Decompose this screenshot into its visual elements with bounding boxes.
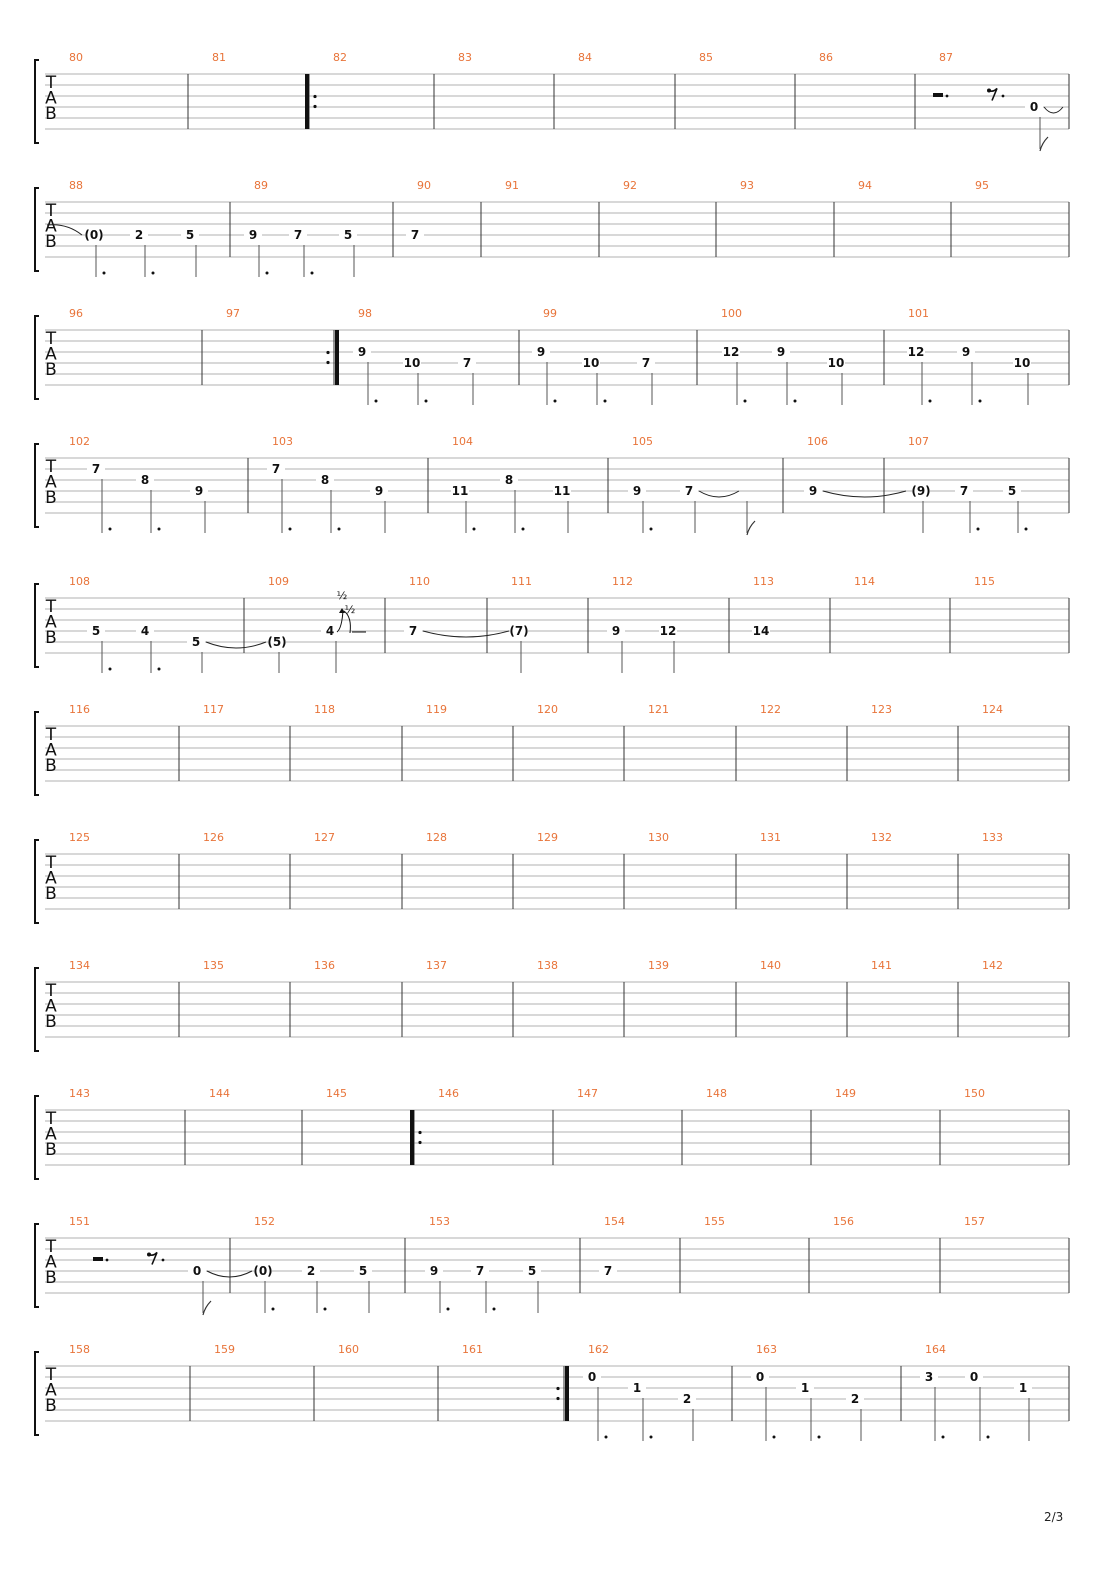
tab-clef-letter: B xyxy=(45,104,57,124)
measure-number: 111 xyxy=(511,575,532,588)
measure-number: 129 xyxy=(537,831,558,844)
fret-number: 10 xyxy=(827,356,845,370)
tab-clef-letter: T xyxy=(45,73,57,93)
fret-number: 9 xyxy=(776,345,786,359)
half-rest xyxy=(933,93,943,97)
measure-number: 88 xyxy=(69,179,83,192)
measure-number: 163 xyxy=(756,1343,777,1356)
measure-number: 150 xyxy=(964,1087,985,1100)
measure-number: 160 xyxy=(338,1343,359,1356)
tie xyxy=(1044,107,1063,113)
fret-number: 9 xyxy=(374,484,384,498)
fret-number: 7 xyxy=(959,484,969,498)
duration-dot xyxy=(289,528,292,531)
fret-number: 7 xyxy=(475,1264,485,1278)
tab-clef-letter: T xyxy=(45,329,57,349)
tab-clef-letter: A xyxy=(45,88,57,109)
system-bracket xyxy=(35,1096,39,1179)
fret-number: 5 xyxy=(185,228,195,242)
half-rest xyxy=(93,1257,103,1261)
fret-number: 5 xyxy=(358,1264,368,1278)
duration-dot xyxy=(324,1308,327,1311)
measure-number: 96 xyxy=(69,307,83,320)
fret-number: 4 xyxy=(325,624,335,638)
measure-number: 127 xyxy=(314,831,335,844)
measure-number: 105 xyxy=(632,435,653,448)
measure-number: 103 xyxy=(272,435,293,448)
tab-clef-letter: B xyxy=(45,884,57,904)
fret-number: 7 xyxy=(462,356,472,370)
measure-number: 119 xyxy=(426,703,447,716)
fret-number: 8 xyxy=(320,473,330,487)
duration-dot xyxy=(375,400,378,403)
fret-number: 2 xyxy=(682,1392,692,1406)
measure-number: 118 xyxy=(314,703,335,716)
duration-dot xyxy=(744,400,747,403)
system-bracket xyxy=(35,1224,39,1307)
release-amount: ½ xyxy=(344,603,356,616)
measure-number: 153 xyxy=(429,1215,450,1228)
measure-number: 89 xyxy=(254,179,268,192)
measure-number: 139 xyxy=(648,959,669,972)
measure-number: 93 xyxy=(740,179,754,192)
measure-number: 162 xyxy=(588,1343,609,1356)
duration-dot xyxy=(773,1436,776,1439)
fret-number: 8 xyxy=(504,473,514,487)
duration-dot xyxy=(979,400,982,403)
measure-number: 152 xyxy=(254,1215,275,1228)
system-bracket xyxy=(35,188,39,271)
rest-dot xyxy=(1002,95,1005,98)
fret-number: 10 xyxy=(1013,356,1031,370)
measure-number: 138 xyxy=(537,959,558,972)
fret-number: 0 xyxy=(192,1264,202,1278)
duration-dot xyxy=(929,400,932,403)
measure-number: 91 xyxy=(505,179,519,192)
fret-number: 5 xyxy=(343,228,353,242)
fret-number: 5 xyxy=(1007,484,1017,498)
duration-dot xyxy=(522,528,525,531)
tie xyxy=(823,491,906,497)
fret-number: 12 xyxy=(907,345,925,359)
tab-clef-letter: A xyxy=(45,1380,57,1401)
tab-clef-letter: A xyxy=(45,996,57,1017)
fret-number: 14 xyxy=(752,624,770,638)
repeat-dot xyxy=(418,1141,421,1144)
tab-clef-letter: T xyxy=(45,597,57,617)
measure-number: 159 xyxy=(214,1343,235,1356)
fret-number: 5 xyxy=(191,635,201,649)
measure-number: 149 xyxy=(835,1087,856,1100)
fret-number: 0 xyxy=(969,1370,979,1384)
fret-number: (0) xyxy=(84,228,104,242)
repeat-end-thick-bar xyxy=(565,1366,569,1421)
measure-number: 86 xyxy=(819,51,833,64)
tab-system xyxy=(35,435,1069,535)
measure-number: 102 xyxy=(69,435,90,448)
repeat-dot xyxy=(326,351,329,354)
duration-dot xyxy=(987,1436,990,1439)
fret-number: 12 xyxy=(659,624,677,638)
tab-clef-letter: A xyxy=(45,868,57,889)
tab-clef-letter: A xyxy=(45,344,57,365)
measure-number: 94 xyxy=(858,179,872,192)
tab-clef-letter: A xyxy=(45,740,57,761)
measure-number: 113 xyxy=(753,575,774,588)
fret-number: 7 xyxy=(293,228,303,242)
fret-number: (9) xyxy=(911,484,931,498)
system-bracket xyxy=(35,840,39,923)
system-bracket xyxy=(35,316,39,399)
tab-clef-letter: B xyxy=(45,232,57,252)
repeat-start-thick-bar xyxy=(410,1110,414,1165)
measure-number: 136 xyxy=(314,959,335,972)
fret-number: 1 xyxy=(1018,1381,1028,1395)
duration-dot xyxy=(942,1436,945,1439)
measure-number: 157 xyxy=(964,1215,985,1228)
repeat-dot xyxy=(556,1387,559,1390)
measure-number: 151 xyxy=(69,1215,90,1228)
measure-number: 140 xyxy=(760,959,781,972)
duration-dot xyxy=(311,272,314,275)
fret-number: 1 xyxy=(800,1381,810,1395)
fret-number: 9 xyxy=(429,1264,439,1278)
system-bracket xyxy=(35,444,39,527)
system-bracket xyxy=(35,712,39,795)
fret-number: 2 xyxy=(306,1264,316,1278)
measure-number: 98 xyxy=(358,307,372,320)
tab-system xyxy=(35,307,1069,405)
tab-system xyxy=(35,1087,1069,1179)
measure-number: 85 xyxy=(699,51,713,64)
fret-number: 5 xyxy=(527,1264,537,1278)
tab-clef-letter: T xyxy=(45,1237,57,1257)
fret-number: 0 xyxy=(1029,100,1039,114)
tab-clef-letter: B xyxy=(45,756,57,776)
tab-system xyxy=(35,831,1069,923)
measure-number: 117 xyxy=(203,703,224,716)
measure-number: 161 xyxy=(462,1343,483,1356)
note-flag xyxy=(203,1301,211,1315)
measure-number: 156 xyxy=(833,1215,854,1228)
measure-number: 107 xyxy=(908,435,929,448)
repeat-dot xyxy=(313,105,316,108)
system-bracket xyxy=(35,584,39,667)
fret-number: 4 xyxy=(140,624,150,638)
rest-dot xyxy=(946,95,949,98)
duration-dot xyxy=(604,400,607,403)
eighth-rest-head xyxy=(147,1253,151,1257)
duration-dot xyxy=(650,1436,653,1439)
duration-dot xyxy=(473,528,476,531)
measure-number: 101 xyxy=(908,307,929,320)
measure-number: 145 xyxy=(326,1087,347,1100)
duration-dot xyxy=(109,528,112,531)
fret-number: 7 xyxy=(410,228,420,242)
measure-number: 154 xyxy=(604,1215,625,1228)
tab-clef-letter: T xyxy=(45,725,57,745)
repeat-start-thick-bar xyxy=(305,74,309,129)
fret-number: 7 xyxy=(641,356,651,370)
duration-dot xyxy=(447,1308,450,1311)
fret-number: 9 xyxy=(808,484,818,498)
measure-number: 164 xyxy=(925,1343,946,1356)
duration-dot xyxy=(338,528,341,531)
fret-number: 7 xyxy=(603,1264,613,1278)
measure-number: 106 xyxy=(807,435,828,448)
tab-clef-letter: B xyxy=(45,360,57,380)
bend-amount: ½ xyxy=(336,589,348,602)
system-bracket xyxy=(35,968,39,1051)
tab-clef-letter: B xyxy=(45,1012,57,1032)
tab-clef-letter: B xyxy=(45,1396,57,1416)
duration-dot xyxy=(977,528,980,531)
note-flag xyxy=(747,521,755,535)
duration-dot xyxy=(158,668,161,671)
tab-clef-letter: A xyxy=(45,472,57,493)
tab-clef-letter: T xyxy=(45,1109,57,1129)
fret-number: 2 xyxy=(134,228,144,242)
tab-system xyxy=(35,703,1069,795)
tab-system xyxy=(35,1215,1069,1315)
fret-number: (0) xyxy=(253,1264,273,1278)
measure-number: 126 xyxy=(203,831,224,844)
repeat-dot xyxy=(326,361,329,364)
fret-number: 10 xyxy=(403,356,421,370)
measure-number: 115 xyxy=(974,575,995,588)
measure-number: 141 xyxy=(871,959,892,972)
tab-clef-letter: A xyxy=(45,612,57,633)
duration-dot xyxy=(493,1308,496,1311)
tab-clef-letter: A xyxy=(45,216,57,237)
fret-number: 2 xyxy=(850,1392,860,1406)
fret-number: 9 xyxy=(632,484,642,498)
repeat-dot xyxy=(418,1131,421,1134)
measure-number: 90 xyxy=(417,179,431,192)
measure-number: 124 xyxy=(982,703,1003,716)
duration-dot xyxy=(152,272,155,275)
tab-clef-letter: T xyxy=(45,457,57,477)
measure-number: 147 xyxy=(577,1087,598,1100)
measure-number: 132 xyxy=(871,831,892,844)
duration-dot xyxy=(794,400,797,403)
measure-number: 125 xyxy=(69,831,90,844)
measure-number: 81 xyxy=(212,51,226,64)
measure-number: 137 xyxy=(426,959,447,972)
measure-number: 128 xyxy=(426,831,447,844)
measure-number: 121 xyxy=(648,703,669,716)
system-bracket xyxy=(35,1352,39,1435)
duration-dot xyxy=(272,1308,275,1311)
fret-number: 0 xyxy=(755,1370,765,1384)
measure-number: 114 xyxy=(854,575,875,588)
measure-number: 130 xyxy=(648,831,669,844)
tab-system xyxy=(35,51,1069,151)
duration-dot xyxy=(605,1436,608,1439)
tie xyxy=(699,491,739,497)
fret-number: 9 xyxy=(194,484,204,498)
tab-clef-letter: B xyxy=(45,488,57,508)
fret-number: 3 xyxy=(924,1370,934,1384)
measure-number: 97 xyxy=(226,307,240,320)
tab-clef-letter: B xyxy=(45,1268,57,1288)
measure-number: 131 xyxy=(760,831,781,844)
fret-number: (5) xyxy=(267,635,287,649)
fret-number: 12 xyxy=(722,345,740,359)
measure-number: 123 xyxy=(871,703,892,716)
fret-number: 9 xyxy=(536,345,546,359)
system-bracket xyxy=(35,60,39,143)
measure-number: 95 xyxy=(975,179,989,192)
tie xyxy=(423,631,509,637)
fret-number: 11 xyxy=(451,484,469,498)
measure-number: 133 xyxy=(982,831,1003,844)
duration-dot xyxy=(158,528,161,531)
repeat-dot xyxy=(556,1397,559,1400)
duration-dot xyxy=(266,272,269,275)
fret-number: 9 xyxy=(611,624,621,638)
fret-number: 8 xyxy=(140,473,150,487)
measure-number: 110 xyxy=(409,575,430,588)
measure-number: 82 xyxy=(333,51,347,64)
duration-dot xyxy=(818,1436,821,1439)
measure-number: 146 xyxy=(438,1087,459,1100)
duration-dot xyxy=(109,668,112,671)
measure-number: 84 xyxy=(578,51,592,64)
measure-number: 120 xyxy=(537,703,558,716)
measure-number: 87 xyxy=(939,51,953,64)
rest-dot xyxy=(106,1259,109,1262)
duration-dot xyxy=(554,400,557,403)
eighth-rest-head xyxy=(987,89,991,93)
fret-number: 0 xyxy=(587,1370,597,1384)
tab-clef-letter: T xyxy=(45,981,57,1001)
fret-number: 7 xyxy=(684,484,694,498)
fret-number: 9 xyxy=(357,345,367,359)
measure-number: 100 xyxy=(721,307,742,320)
measure-number: 83 xyxy=(458,51,472,64)
measure-number: 143 xyxy=(69,1087,90,1100)
tab-clef-letter: T xyxy=(45,1365,57,1385)
tab-clef-letter: T xyxy=(45,853,57,873)
tab-system xyxy=(35,575,1069,673)
fret-number: 9 xyxy=(961,345,971,359)
duration-dot xyxy=(103,272,106,275)
measure-number: 148 xyxy=(706,1087,727,1100)
tab-clef-letter: T xyxy=(45,201,57,221)
fret-number: 5 xyxy=(91,624,101,638)
measure-number: 135 xyxy=(203,959,224,972)
tab-system xyxy=(35,959,1069,1051)
tab-system xyxy=(35,1343,1069,1441)
measure-number: 122 xyxy=(760,703,781,716)
fret-number: 7 xyxy=(271,462,281,476)
measure-number: 112 xyxy=(612,575,633,588)
measure-number: 134 xyxy=(69,959,90,972)
measure-number: 158 xyxy=(69,1343,90,1356)
measure-number: 144 xyxy=(209,1087,230,1100)
measure-number: 142 xyxy=(982,959,1003,972)
fret-number: 7 xyxy=(408,624,418,638)
fret-number: 1 xyxy=(632,1381,642,1395)
measure-number: 108 xyxy=(69,575,90,588)
duration-dot xyxy=(650,528,653,531)
tab-system xyxy=(35,179,1069,277)
repeat-end-thick-bar xyxy=(335,330,339,385)
measure-number: 99 xyxy=(543,307,557,320)
tie xyxy=(206,642,266,648)
measure-number: 155 xyxy=(704,1215,725,1228)
repeat-dot xyxy=(313,95,316,98)
measure-number: 104 xyxy=(452,435,473,448)
measure-number: 92 xyxy=(623,179,637,192)
note-flag xyxy=(1040,137,1048,151)
measure-number: 116 xyxy=(69,703,90,716)
fret-number: 9 xyxy=(248,228,258,242)
tab-clef-letter: B xyxy=(45,628,57,648)
fret-number: (7) xyxy=(509,624,529,638)
measure-number: 80 xyxy=(69,51,83,64)
duration-dot xyxy=(425,400,428,403)
tab-clef-letter: B xyxy=(45,1140,57,1160)
rest-dot xyxy=(162,1259,165,1262)
duration-dot xyxy=(1025,528,1028,531)
fret-number: 10 xyxy=(582,356,600,370)
tab-clef-letter: A xyxy=(45,1252,57,1273)
fret-number: 7 xyxy=(91,462,101,476)
measure-number: 109 xyxy=(268,575,289,588)
tab-clef-letter: A xyxy=(45,1124,57,1145)
page-number: 2/3 xyxy=(1044,1510,1064,1524)
fret-number: 11 xyxy=(553,484,571,498)
